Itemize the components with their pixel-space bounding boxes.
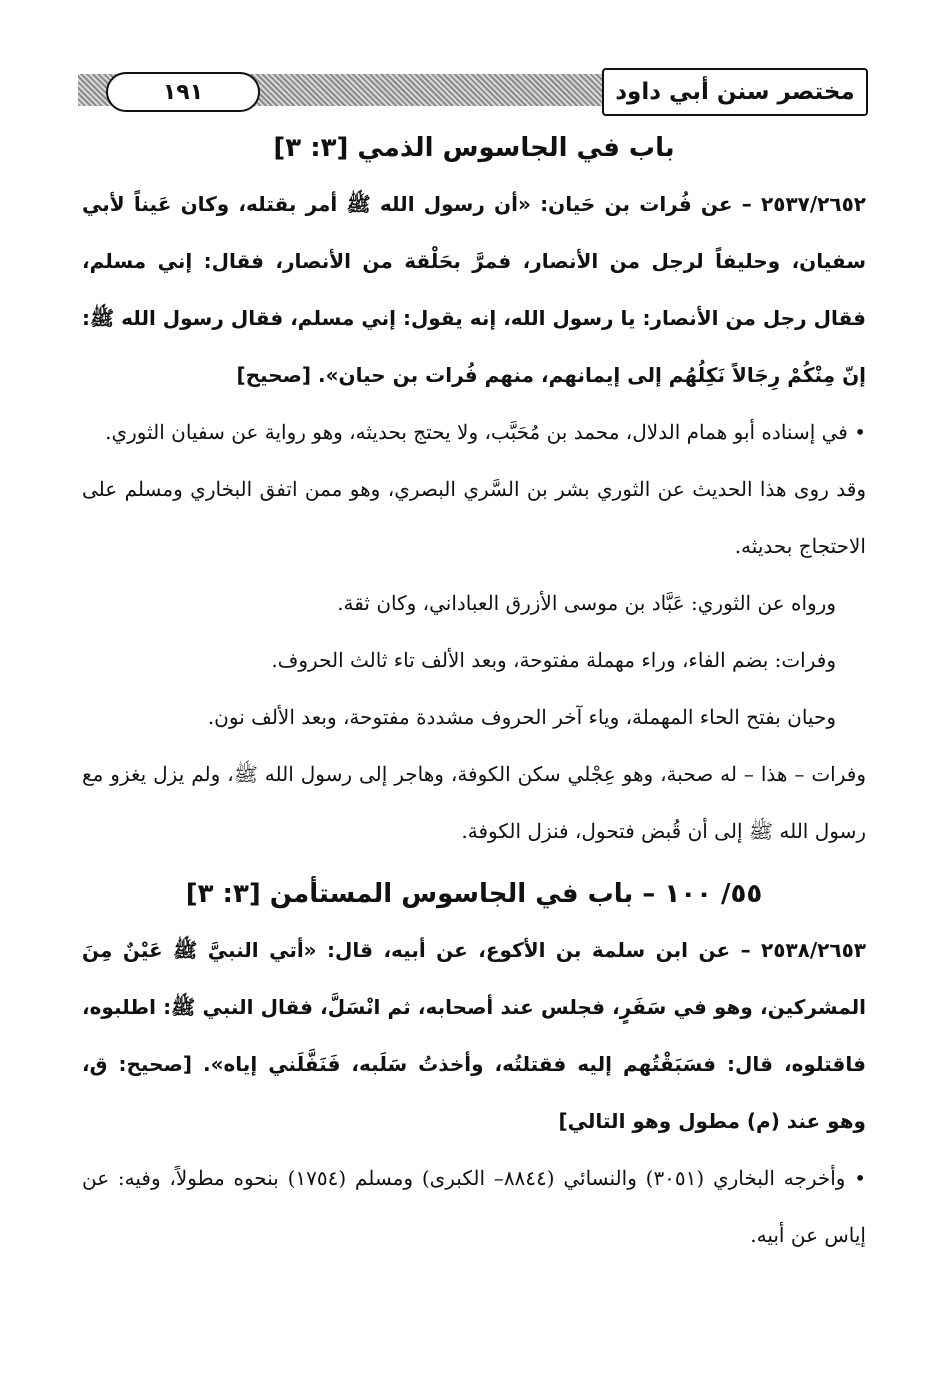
commentary-note: وقد روى هذا الحديث عن الثوري بشر بن السَّري البصري، وهو ممن اتفق البخاري ومسلم على الاحتجاج بحديثه. (82, 477, 866, 558)
page-number: ١٩١ (106, 72, 260, 112)
book-title: مختصر سنن أبي داود (602, 68, 868, 116)
commentary-note: • وأخرجه البخاري (٣٠٥١) والنسائي (٨٨٤٤– الكبرى) ومسلم (١٧٥٤) بنحوه مطولاً، وفيه: عن إياس عن أبيه. (82, 1166, 866, 1247)
chapter-heading: باب في الجاسوس الذمي [٣: ٣] (273, 133, 675, 163)
running-header (78, 62, 868, 118)
hadith-text: ٢٥٣٧/٢٦٥٢ – عن فُرات بن حَيان: «أن رسول الله ﷺ أمر بقتله، وكان عَيناً لأبي سفيان، وحليفاً لرجل من الأنصار، فمرَّ بحَلْقة من الأنصار، فقال: إني مسلم، فقال رجل من الأنصار: يا رسول الله، إنه يقول: إني مسلم، فقال رسول الله ﷺ: إنّ مِنْكُمْ رِجَالاً نَكِلُهُم إلى إيمانهم، منهم فُرات بن حيان». [صحيح] (82, 192, 866, 387)
commentary-note: وفرات: بضم الفاء، وراء مهملة مفتوحة، وبعد الألف تاء ثالث الحروف. (271, 648, 836, 672)
commentary-note: وفرات – هذا – له صحبة، وهو عِجْلي سكن الكوفة، وهاجر إلى رسول الله ﷺ، ولم يزل يغزو مع رسول الله ﷺ إلى أن قُبض فتحول، فنزل الكوفة. (82, 762, 866, 843)
page-content (82, 120, 866, 1264)
commentary-note: • في إسناده أبو همام الدلال، محمد بن مُحَبَّب، ولا يحتج بحديثه، وهو رواية عن سفيان الثوري. (105, 420, 866, 444)
chapter-heading: ٥٥/ ١٠٠ – باب في الجاسوس المستأمن [٣: ٣] (185, 879, 763, 909)
hadith-text: ٢٥٣٨/٢٦٥٣ – عن ابن سلمة بن الأكوع، عن أبيه، قال: «أتي النبيَّ ﷺ عَيْنٌ مِنَ المشركين، وهو في سَفَرٍ، فجلس عند أصحابه، ثم انْسَلَّ، فقال النبي ﷺ: اطلبوه، فاقتلوه، قال: فسَبَقْتُهم إليه فقتلتُه، وأخذتُ سَلَبه، فَنَفَّلَني إياه». [صحيح: ق، وهو عند (م) مطول وهو التالي] (82, 938, 866, 1133)
commentary-note: وحيان بفتح الحاء المهملة، وياء آخر الحروف مشددة مفتوحة، وبعد الألف نون. (207, 705, 836, 729)
commentary-note: ورواه عن الثوري: عَبَّاد بن موسى الأزرق العباداني، وكان ثقة. (337, 591, 836, 615)
